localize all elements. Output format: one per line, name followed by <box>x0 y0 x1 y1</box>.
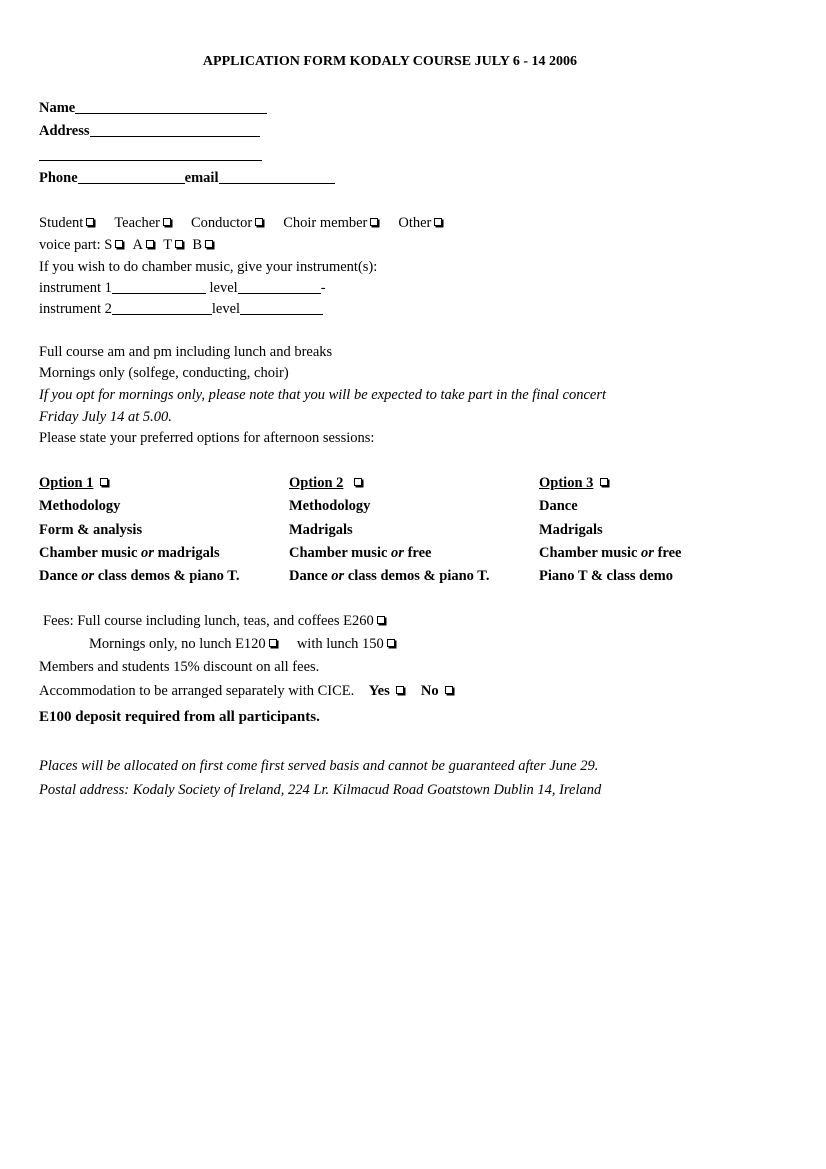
accommodation-row <box>39 682 455 700</box>
role-teacher-checkbox[interactable] <box>163 218 171 226</box>
voice-a-label: A <box>132 237 144 253</box>
option-1-item: Chamber music or madrigals <box>39 544 220 561</box>
option-2-title: Option 2 <box>289 475 344 491</box>
level-1-dash: - <box>320 280 326 296</box>
chamber-intro: If you wish to do chamber music, give your instrument(s): <box>39 259 378 275</box>
option-1-column <box>39 474 240 590</box>
fees-no-lunch-text: Mornings only, no lunch E120 <box>89 636 266 652</box>
preferred-options-text: Please state your preferred options for afternoon sessions: <box>39 430 375 446</box>
fees-with-lunch-text: with lunch 150 <box>296 636 384 652</box>
option-2-item: Methodology <box>289 498 371 515</box>
discount-text: Members and students 15% discount on all fees. <box>39 659 320 675</box>
accommodation-yes-label: Yes <box>368 683 390 699</box>
address-field-line2[interactable] <box>39 147 262 161</box>
name-row <box>39 99 267 117</box>
instrument-1-row <box>39 279 326 297</box>
instrument-2-row <box>39 300 323 318</box>
role-student-checkbox[interactable] <box>86 218 94 226</box>
role-student-label: Student <box>39 215 84 231</box>
fees-mornings-row <box>89 635 397 653</box>
fees-with-lunch-checkbox[interactable] <box>387 639 395 647</box>
mornings-note-line1: If you opt for mornings only, please note that you will be expected to take part in the final concert <box>39 387 607 403</box>
option-3-title: Option 3 <box>539 475 594 491</box>
level-1-field[interactable] <box>238 280 321 294</box>
level-2-label: level <box>211 301 241 317</box>
mornings-only-text: Mornings only (solfege, conducting, choir) <box>39 365 289 381</box>
role-conductor-label: Conductor <box>190 215 253 231</box>
phone-field[interactable] <box>78 170 185 184</box>
voice-s-checkbox[interactable] <box>115 240 123 248</box>
option-1-item: Methodology <box>39 498 121 515</box>
option-3-item: Madrigals <box>539 521 603 538</box>
voice-s-label: voice part: S <box>39 237 113 253</box>
level-2-field[interactable] <box>240 301 323 315</box>
places-note: Places will be allocated on first come first served basis and cannot be guaranteed after June 29. <box>39 758 599 774</box>
option-2-checkbox[interactable] <box>354 478 362 486</box>
role-conductor-checkbox[interactable] <box>255 218 263 226</box>
full-course-text: Full course am and pm including lunch and breaks <box>39 344 333 360</box>
deposit-text: E100 deposit required from all participants. <box>39 709 320 725</box>
option-1-checkbox[interactable] <box>100 478 108 486</box>
instrument-2-label: instrument 2 <box>39 301 112 317</box>
voice-b-checkbox[interactable] <box>205 240 213 248</box>
voice-t-label: T <box>163 237 173 253</box>
address-label: Address <box>39 123 90 139</box>
role-other-checkbox[interactable] <box>434 218 442 226</box>
accommodation-no-checkbox[interactable] <box>445 686 453 694</box>
fees-full-checkbox[interactable] <box>377 616 385 624</box>
phone-label: Phone <box>39 170 78 186</box>
role-teacher-label: Teacher <box>114 215 160 231</box>
option-3-checkbox[interactable] <box>600 478 608 486</box>
instrument-2-field[interactable] <box>112 301 212 315</box>
voice-a-checkbox[interactable] <box>146 240 154 248</box>
instrument-1-label: instrument 1 <box>39 280 112 296</box>
fees-no-lunch-checkbox[interactable] <box>269 639 277 647</box>
email-label: email <box>184 170 219 186</box>
name-label: Name <box>39 100 76 116</box>
form-title: APPLICATION FORM KODALY COURSE JULY 6 - 14 2006 <box>202 54 578 69</box>
option-1-item: Form & analysis <box>39 521 143 538</box>
option-2-item: Madrigals <box>289 521 353 538</box>
instrument-1-field[interactable] <box>112 280 206 294</box>
postal-address: Postal address: Kodaly Society of Ireland, 224 Lr. Kilmacud Road Goatstown Dublin 14, Ireland <box>39 782 602 798</box>
role-choir-member-checkbox[interactable] <box>370 218 378 226</box>
address-field-line1[interactable] <box>90 123 260 137</box>
address-row-2 <box>39 146 262 164</box>
role-choir-member-label: Choir member <box>283 215 368 231</box>
option-2-item: Chamber music or free <box>289 544 432 561</box>
role-row <box>39 214 444 232</box>
fees-full-text: Fees: Full course including lunch, teas, and coffees E260 <box>43 613 374 629</box>
name-field[interactable] <box>75 100 267 114</box>
option-1-item: Dance or class demos & piano T. <box>39 568 240 585</box>
option-3-item: Chamber music or free <box>539 544 682 561</box>
role-other-label: Other <box>398 215 432 231</box>
accommodation-no-label: No <box>420 683 439 699</box>
accommodation-yes-checkbox[interactable] <box>396 686 404 694</box>
phone-email-row <box>39 169 335 187</box>
option-3-item: Dance <box>539 498 578 515</box>
email-field[interactable] <box>219 170 335 184</box>
voice-part-row <box>39 236 215 254</box>
level-1-label: level <box>209 280 238 296</box>
option-2-column <box>289 474 490 590</box>
address-row <box>39 122 260 140</box>
mornings-note-line2: Friday July 14 at 5.00. <box>39 409 172 425</box>
option-3-item: Piano T & class demo <box>539 568 674 585</box>
voice-t-checkbox[interactable] <box>175 240 183 248</box>
option-1-title: Option 1 <box>39 475 94 491</box>
fees-full-row <box>43 612 387 630</box>
accommodation-text: Accommodation to be arranged separately with CICE. <box>39 683 355 699</box>
voice-b-label: B <box>192 237 203 253</box>
option-2-item: Dance or class demos & piano T. <box>289 568 490 585</box>
option-3-column <box>539 474 681 590</box>
